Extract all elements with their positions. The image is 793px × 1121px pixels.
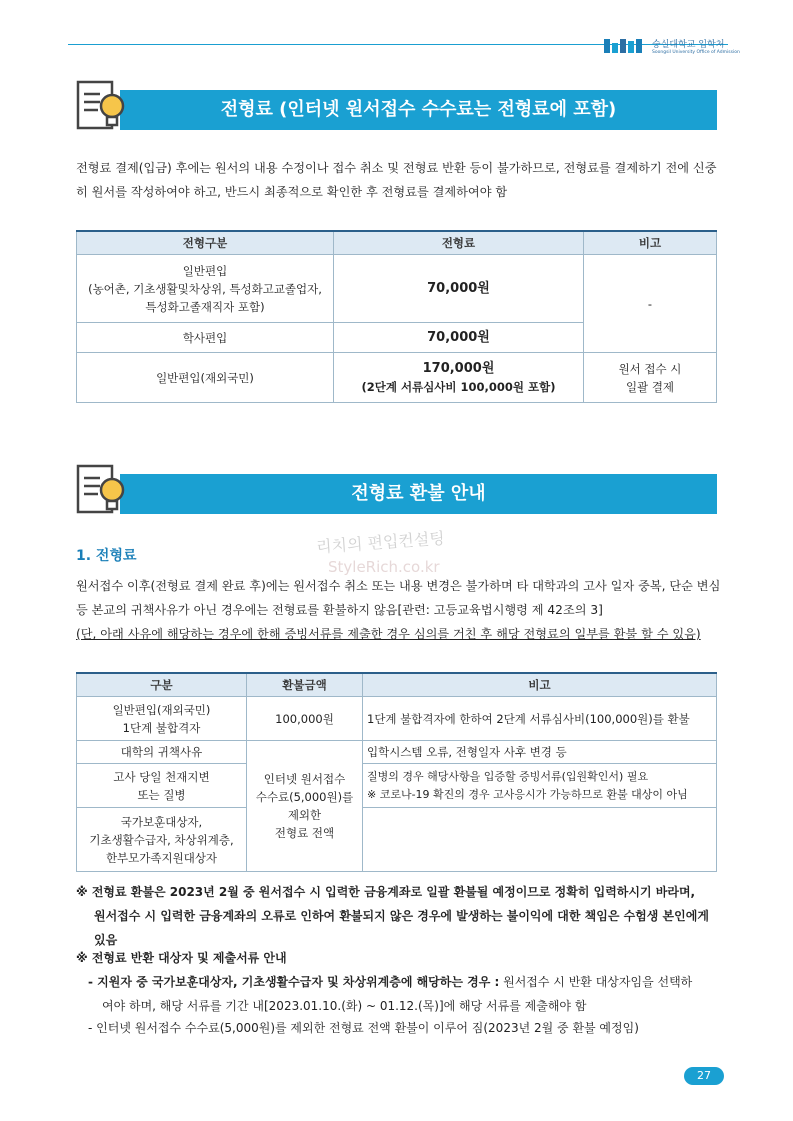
- table-row: [77, 353, 717, 403]
- fee-category-cell: 학사편입: [77, 323, 334, 353]
- refund-note-cell: [363, 808, 717, 872]
- subheading-fee: 1. 전형료: [76, 548, 137, 564]
- table-row: [77, 808, 717, 872]
- refund-note-cell: 입학시스템 오류, 전형일자 사후 변경 등: [363, 741, 717, 764]
- refund-table: [76, 672, 717, 872]
- page-number: 27: [684, 1067, 724, 1085]
- refund-notice: ※ 전형료 환불은 2023년 2월 중 원서접수 시 입력한 금융계좌로 일괄 환불될 예정이므로 정확히 입력하시기 바라며, 원서접수 시 입력한 금융계좌의 오류로 인하여 환불되지 않은 경우에 발생하는 불이익에 대한 책임은 수험생 본인에게 있음: [76, 885, 709, 947]
- fee-category-cell: 일반편입(재외국민): [77, 353, 334, 403]
- refund-category-cell: 국가보훈대상자, 기초생활수급자, 차상위계층, 한부모가족지원대상자: [77, 808, 247, 872]
- refund-category-cell: 고사 당일 천재지변 또는 질병: [77, 764, 247, 808]
- watermark: 리치의 편입컨설팅: [315, 528, 446, 557]
- refund-table-header: 구분: [77, 673, 247, 697]
- document-bulb-icon: [72, 460, 132, 520]
- watermark-url: StyleRich.co.kr: [328, 558, 440, 576]
- refund-category-cell: 대학의 귀책사유: [77, 741, 247, 764]
- fee-table-header: 전형료: [334, 231, 584, 255]
- table-row: [77, 741, 717, 764]
- refund-note-cell: 1단계 불합격자에 한하여 2단계 서류심사비(100,000원)를 환불: [363, 697, 717, 741]
- fee-note-cell: 원서 접수 시 일괄 결제: [584, 353, 717, 403]
- table-row: [77, 255, 717, 323]
- refund-exception-note: (단, 아래 사유에 해당하는 경우에 한해 증빙서류를 제출한 경우 심의를 거친 후 해당 전형료의 일부를 환불 할 수 있음): [76, 627, 701, 641]
- refund-target-heading: ※ 전형료 반환 대상자 및 제출서류 안내: [76, 951, 287, 965]
- refund-table-header: 비고: [363, 673, 717, 697]
- document-bulb-icon: [72, 76, 132, 136]
- fee-note-cell: -: [584, 255, 717, 353]
- fee-category-cell: 일반편입 (농어촌, 기초생활및차상위, 특성화고교졸업자, 특성화고졸재직자 포함): [77, 255, 334, 323]
- fee-amount-cell: 70,000원: [334, 255, 584, 323]
- section-title-fee: 전형료 (인터넷 원서접수 수수료는 전형료에 포함): [120, 90, 717, 130]
- refund-category-cell: 일반편입(재외국민) 1단계 불합격자: [77, 697, 247, 741]
- refund-amount-cell: 인터넷 원서접수 수수료(5,000원)를 제외한 전형료 전액: [247, 741, 363, 872]
- fee-notice-paragraph: 전형료 결제(입금) 후에는 원서의 내용 수정이나 접수 취소 및 전형료 반환 등이 불가하므로, 전형료를 결제하기 전에 신중히 원서를 작성하여야 하고, 반드시 최종적으로 확인한 후 전형료를 결제하여야 함: [76, 161, 717, 199]
- table-row: [77, 697, 717, 741]
- logo-sub: Soongsil University Office of Admission: [652, 50, 740, 55]
- fee-amount-cell: 170,000원 (2단계 서류심사비 100,000원 포함): [334, 353, 584, 403]
- refund-bullet-1: - 지원자 중 국가보훈대상자, 기초생활수급자 및 차상위계층에 해당하는 경우 : 원서접수 시 반환 대상자임을 선택하 여야 하며, 해당 서류를 기간 내[2023.01.10.(화) ~ 01.12.(목)]에 해당 서류를 제출해야 함: [88, 975, 693, 1013]
- logo-name: 숭실대학교 입학처: [652, 40, 725, 50]
- university-logo: [604, 36, 740, 55]
- refund-paragraph: 원서접수 이후(전형료 결제 완료 후)에는 원서접수 취소 또는 내용 변경은 불가하며 타 대학과의 고사 일자 중복, 단순 변심 등 본교의 귀책사유가 아닌 경우에는 전형료를 환불하지 않음[관련: 고등교육법시행령 제 42조의 3] (단, 아래 사유에 해당하는 경우에 한해 증빙서류를 제출한 경우 심의를 거친 후 해당 전형료의 일부를 환불 할 수 있음): [76, 579, 721, 641]
- refund-note-cell: 질병의 경우 해당사항을 입증할 증빙서류(입원확인서) 필요 ※ 코로나-19 확진의 경우 고사응시가 가능하므로 환불 대상이 아님: [363, 764, 717, 808]
- logo-mark-icon: [604, 37, 648, 55]
- refund-bullet-2: - 인터넷 원서접수 수수료(5,000원)를 제외한 전형료 전액 환불이 이루어 짐(2023년 2월 중 환불 예정임): [88, 1021, 639, 1035]
- refund-table-header: 환불금액: [247, 673, 363, 697]
- fee-table: [76, 230, 717, 403]
- table-row: [77, 764, 717, 808]
- fee-table-header: 전형구분: [77, 231, 334, 255]
- fee-amount-cell: 70,000원: [334, 323, 584, 353]
- refund-amount-cell: 100,000원: [247, 697, 363, 741]
- fee-table-header: 비고: [584, 231, 717, 255]
- section-title-refund: 전형료 환불 안내: [120, 474, 717, 514]
